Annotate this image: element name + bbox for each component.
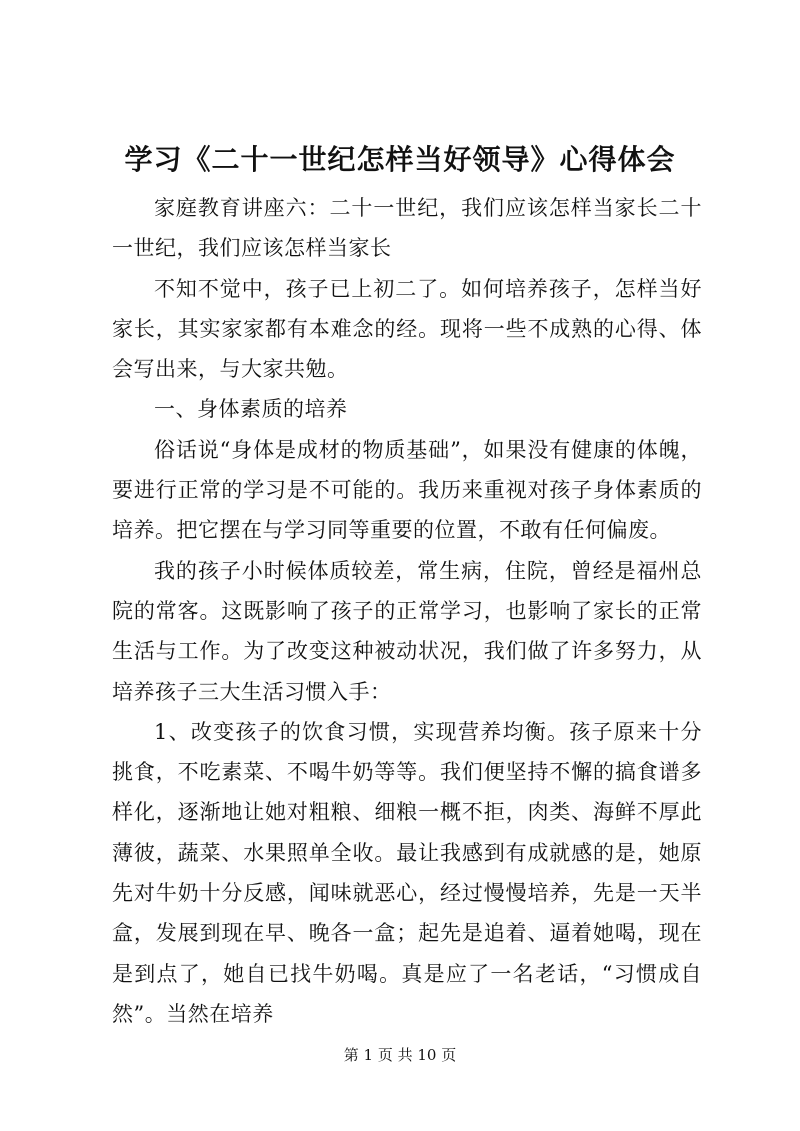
page-number: 第 1 页 共 10 页 bbox=[343, 1046, 457, 1064]
page-footer bbox=[0, 1045, 800, 1065]
paragraph: 俗话说“身体是成材的物质基础”，如果没有健康的体魄，要进行正常的学习是不可能的。我历来重视对孩子身体素质的培养。把它摆在与学习同等重要的位置，不敢有任何偏废。 bbox=[112, 437, 702, 543]
paragraph: 不知不觉中，孩子已上初二了。如何培养孩子，怎样当好家长，其实家家都有本难念的经。现将一些不成熟的心得、体会写出来，与大家共勉。 bbox=[112, 276, 702, 382]
paragraph: 家庭教育讲座六：二十一世纪，我们应该怎样当家长二十一世纪，我们应该怎样当家长 bbox=[112, 196, 702, 261]
document-body bbox=[112, 188, 702, 1034]
paragraph: 1、改变孩子的饮食习惯，实现营养均衡。孩子原来十分挑食，不吃素菜、不喝牛奶等等。我们便坚持不懈的搞食谱多样化，逐渐地让她对粗粮、细粮一概不拒，肉类、海鲜不厚此薄彼，蔬菜、水果照单全收。最让我感到有成就感的是，她原先对牛奶十分反感，闻味就恶心，经过慢慢培养，先是一天半盒，发展到现在早、晚各一盒；起先是追着、逼着她喝，现在是到点了，她自已找牛奶喝。真是应了一名老话，“习惯成自然”。当然在培养 bbox=[112, 719, 702, 1026]
document-title: 学习《二十一世纪怎样当好领导》心得体会 bbox=[124, 143, 676, 176]
section-heading: 一、身体素质的培养 bbox=[154, 397, 348, 422]
paragraph: 我的孩子小时候体质较差，常生病，住院，曾经是福州总院的常客。这既影响了孩子的正常学习，也影响了家长的正常生活与工作。为了改变这种被动状况，我们做了许多努力，从培养孩子三大生活习惯入手： bbox=[112, 558, 702, 704]
